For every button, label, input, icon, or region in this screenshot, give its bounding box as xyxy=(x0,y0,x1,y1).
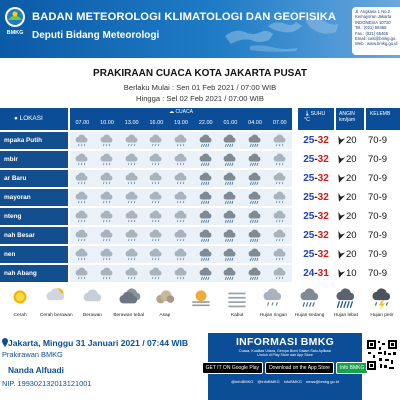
forecast-title: PRAKIRAAN CUACA KOTA JAKARTA PUSAT xyxy=(93,68,307,79)
light-rain-icon xyxy=(70,170,95,187)
light-rain-icon xyxy=(267,189,292,206)
light-rain-icon xyxy=(267,227,292,244)
info-bmkg-panel xyxy=(205,333,365,400)
location-name: nah Besar xyxy=(0,227,68,244)
weather-cells xyxy=(70,265,292,282)
time-column-3: 16.00 xyxy=(149,120,164,126)
light-rain-icon xyxy=(144,208,169,225)
legend-label: Berawan xyxy=(83,313,102,318)
light-rain-icon xyxy=(144,189,169,206)
wind-speed: 20 xyxy=(336,189,364,206)
humidity-range: 70-9 xyxy=(368,211,388,222)
light-rain-icon xyxy=(70,227,95,244)
weather-cells xyxy=(70,189,292,206)
moderate-rain-icon xyxy=(193,265,218,282)
fog-icon xyxy=(224,286,250,310)
light-rain-icon xyxy=(70,265,95,282)
svg-text:BMKG: BMKG xyxy=(6,30,24,36)
legend-label: Asap xyxy=(159,313,171,318)
wind-speed: 20 xyxy=(336,246,364,263)
location-name: nen xyxy=(0,246,68,263)
info-subtitle: Cuaca, Kualitas Udara, Gempa Bumi Dalam Satu Aplikasi Unduh di Play Store dan App Store xyxy=(239,349,331,358)
wind-direction-arrow-icon xyxy=(336,269,345,278)
temperature-range: 25-32 xyxy=(303,249,329,260)
light-rain-icon xyxy=(169,151,194,168)
weather-cells xyxy=(70,246,292,263)
moderate-rain-icon xyxy=(243,227,268,244)
light-rain-icon xyxy=(119,227,144,244)
legend-label: Hujan ringan xyxy=(259,313,287,318)
org-name: BADAN METEOROLOGI KLIMATOLOGI DAN GEOFISIKA xyxy=(32,11,337,23)
moderate-rain-icon xyxy=(193,227,218,244)
wind-speed: 20 xyxy=(336,208,364,225)
info-bmkg-badge[interactable]: Info BMKG xyxy=(336,362,368,374)
light-rain-icon xyxy=(95,246,120,263)
facebook-link[interactable]: infoBMKG xyxy=(283,378,302,384)
forecast-row xyxy=(0,208,400,227)
light-rain-icon xyxy=(144,170,169,187)
instagram-link[interactable]: @infoBMKG xyxy=(231,378,254,384)
valid-to: Hingga : Sel 02 Feb 2021 / 07:00 WIB xyxy=(136,94,264,103)
temperature-range: 24-31 xyxy=(303,268,329,279)
time-column-4: 19.00 xyxy=(174,120,188,126)
moderate-rain-icon xyxy=(193,208,218,225)
bmkg-logo xyxy=(4,6,26,36)
light-rain-icon xyxy=(70,246,95,263)
legend-item xyxy=(147,282,183,330)
legend-label: Kabut xyxy=(230,313,244,318)
temperature-range: 25-32 xyxy=(303,154,329,165)
weather-cells xyxy=(70,132,292,149)
light-rain-icon xyxy=(95,170,120,187)
location-header: ● LOKASI xyxy=(0,108,68,130)
app-store-badge[interactable]: Download on the App Store xyxy=(265,362,334,374)
light-rain-icon xyxy=(95,265,120,282)
time-column-6: 01.00 xyxy=(223,120,238,126)
wind-speed: 20 xyxy=(336,227,364,244)
legend-item xyxy=(183,282,219,330)
legend-item xyxy=(255,282,291,330)
light-rain-icon xyxy=(70,208,95,225)
legend-item xyxy=(364,282,400,330)
weather-legend xyxy=(0,282,400,330)
light-rain-icon xyxy=(95,189,120,206)
twitter-link[interactable]: @infoBMKG xyxy=(257,378,280,384)
light-rain-icon xyxy=(144,132,169,149)
moderate-rain-icon xyxy=(243,151,268,168)
temperature-range: 25-32 xyxy=(303,173,329,184)
light-rain-icon xyxy=(169,227,194,244)
wind-direction-arrow-icon xyxy=(336,212,345,221)
moderate-rain-icon xyxy=(218,227,243,244)
temperature-range: 25-32 xyxy=(303,211,329,222)
light-rain-icon xyxy=(169,208,194,225)
time-column-0: 07.00 xyxy=(75,120,90,126)
social-links xyxy=(208,379,362,384)
light-rain-icon xyxy=(169,246,194,263)
light-rain-icon xyxy=(119,132,144,149)
moderate-rain-icon xyxy=(218,151,243,168)
legend-item xyxy=(111,282,147,330)
moderate-rain-icon xyxy=(193,189,218,206)
legend-label: Berawan tebal xyxy=(113,313,144,318)
legend-label: Hujan sedang xyxy=(294,313,325,318)
forecaster-name: Nanda Alfuadi xyxy=(8,365,64,375)
light-rain-icon xyxy=(70,189,95,206)
light-rain-icon xyxy=(119,246,144,263)
humidity-range: 70-9 xyxy=(368,173,388,184)
moderate-rain-icon xyxy=(243,170,268,187)
heavy-rain-icon xyxy=(333,286,359,310)
light-rain-icon xyxy=(95,227,120,244)
wind-header: ANGIN km/jam xyxy=(336,108,364,130)
legend-label: Cerah xyxy=(13,313,27,318)
moderate-rain-icon xyxy=(193,246,218,263)
forecast-row xyxy=(0,132,400,151)
location-name: nteng xyxy=(0,208,68,225)
wind-direction-arrow-icon xyxy=(336,136,345,145)
light-rain-icon xyxy=(119,189,144,206)
moderate-rain-icon xyxy=(243,265,268,282)
forecast-row xyxy=(0,227,400,246)
moderate-rain-icon xyxy=(297,286,323,310)
time-column-5: 22.00 xyxy=(198,120,213,126)
legend-item xyxy=(74,282,110,330)
wind-direction-arrow-icon xyxy=(336,250,345,259)
smoke-icon xyxy=(152,286,178,310)
legend-item xyxy=(2,282,38,330)
light-rain-icon xyxy=(267,246,292,263)
moderate-rain-icon xyxy=(218,132,243,149)
email-link[interactable]: news@bmkg.go.id xyxy=(305,378,339,384)
moderate-rain-icon xyxy=(243,132,268,149)
moderate-rain-icon xyxy=(218,265,243,282)
moderate-rain-icon xyxy=(218,246,243,263)
light-rain-icon xyxy=(144,246,169,263)
light-rain-icon xyxy=(144,265,169,282)
location-name: mpaka Putih xyxy=(0,132,68,149)
wind-speed: 20 xyxy=(336,170,364,187)
haze-icon xyxy=(188,286,214,310)
header-banner xyxy=(0,0,400,58)
humidity-header: KELEMB xyxy=(366,108,400,130)
light-rain-icon xyxy=(144,227,169,244)
light-rain-icon xyxy=(70,132,95,149)
app-store-badges xyxy=(205,362,365,374)
wind-direction-arrow-icon xyxy=(336,155,345,164)
light-rain-icon xyxy=(169,265,194,282)
dept-name: Deputi Bidang Meteorologi xyxy=(32,30,160,41)
wind-speed: 20 xyxy=(336,132,364,149)
temperature-range: 25-32 xyxy=(303,135,329,146)
light-rain-icon xyxy=(267,151,292,168)
temp-header: 🌡SUHU °C xyxy=(298,108,334,130)
moderate-rain-icon xyxy=(218,208,243,225)
location-name: nah Abang xyxy=(0,265,68,282)
moderate-rain-icon xyxy=(243,208,268,225)
legend-item xyxy=(38,282,74,330)
weather-header xyxy=(70,108,292,130)
humidity-range: 70-9 xyxy=(368,268,388,279)
valid-from: Berlaku Mulai : Sen 01 Feb 2021 / 07:00 WIB xyxy=(123,83,277,92)
light-rain-icon xyxy=(144,151,169,168)
location-name: mbir xyxy=(0,151,68,168)
temperature-range: 25-32 xyxy=(303,192,329,203)
humidity-range: 70-9 xyxy=(368,154,388,165)
moderate-rain-icon xyxy=(243,246,268,263)
time-column-2: 13.00 xyxy=(124,120,139,126)
weather-cells xyxy=(70,170,292,187)
light-rain-icon xyxy=(95,208,120,225)
time-column-7: 04.00 xyxy=(248,120,262,126)
qr-code[interactable] xyxy=(366,339,398,371)
humidity-range: 70-9 xyxy=(368,192,388,203)
light-rain-icon xyxy=(267,170,292,187)
legend-label: Hujan petir xyxy=(370,313,394,318)
overcast-icon xyxy=(116,286,142,310)
light-rain-icon xyxy=(267,132,292,149)
moderate-rain-icon xyxy=(193,132,218,149)
humidity-range: 70-9 xyxy=(368,249,388,260)
legend-label: Hujan lebat xyxy=(333,313,358,318)
light-rain-icon xyxy=(169,189,194,206)
moderate-rain-icon xyxy=(193,151,218,168)
humidity-range: 70-9 xyxy=(368,230,388,241)
forecast-row xyxy=(0,189,400,208)
partly-cloudy-icon xyxy=(43,286,69,310)
address-block: Jl. Angkasa 1 No.2 Kemayoran Jakarta INDONESIA 10720 Tel.: (021) 65465 Fax.: (021) 65465 Email: cws@bmkg.go. Web : www.bmkg.go.id xyxy=(352,7,400,55)
light-rain-icon xyxy=(70,151,95,168)
light-rain-icon xyxy=(169,170,194,187)
legend-label: Cerah berawan xyxy=(39,313,73,318)
wind-speed: 20 xyxy=(336,151,364,168)
wind-speed: 10 xyxy=(336,265,364,282)
light-rain-icon xyxy=(169,132,194,149)
light-rain-icon xyxy=(267,265,292,282)
sunny-icon xyxy=(7,286,33,310)
location-name: mayoran xyxy=(0,189,68,206)
light-rain-icon xyxy=(95,151,120,168)
forecaster-label: Prakirawan BMKG xyxy=(2,350,63,359)
time-column-8: 07.00 xyxy=(272,120,287,126)
light-rain-icon xyxy=(95,132,120,149)
time-columns xyxy=(70,120,292,126)
temperature-range: 25-32 xyxy=(303,230,329,241)
weather-header-label: ☁ CUACA xyxy=(169,109,193,115)
forecast-row xyxy=(0,151,400,170)
thermometer-icon: 🌡 xyxy=(304,111,311,117)
legend-item xyxy=(328,282,364,330)
thunderstorm-icon xyxy=(369,286,395,310)
weather-cells xyxy=(70,151,292,168)
footer xyxy=(0,333,400,400)
moderate-rain-icon xyxy=(218,170,243,187)
weather-icon-small: ☁ xyxy=(169,109,176,115)
location-name: ar Baru xyxy=(0,170,68,187)
light-rain-icon xyxy=(267,208,292,225)
wind-direction-arrow-icon xyxy=(336,174,345,183)
weather-cells xyxy=(70,208,292,225)
forecast-row xyxy=(0,246,400,265)
light-rain-icon xyxy=(119,151,144,168)
legend-item xyxy=(292,282,328,330)
issue-date: Jakarta, Minggu 31 Januari 2021 / 07:44 WIB xyxy=(8,338,189,348)
wind-direction-arrow-icon xyxy=(336,193,345,202)
moderate-rain-icon xyxy=(243,189,268,206)
light-rain-icon xyxy=(119,265,144,282)
moderate-rain-icon xyxy=(218,189,243,206)
time-column-1: 10.00 xyxy=(100,120,114,126)
light-rain-icon xyxy=(260,286,286,310)
light-rain-icon xyxy=(119,208,144,225)
light-rain-icon xyxy=(119,170,144,187)
cloudy-icon xyxy=(79,286,105,310)
moderate-rain-icon xyxy=(193,170,218,187)
forecaster-nip: NIP. 199302132013121001 xyxy=(2,379,92,388)
google-play-badge[interactable]: GET IT ON Google Play xyxy=(202,362,263,374)
legend-item xyxy=(219,282,255,330)
weather-cells xyxy=(70,227,292,244)
wind-direction-arrow-icon xyxy=(336,231,345,240)
info-title: INFORMASI BMKG xyxy=(235,336,335,348)
location-pin-icon: ● xyxy=(14,115,20,122)
humidity-range: 70-9 xyxy=(368,135,388,146)
forecast-row xyxy=(0,170,400,189)
